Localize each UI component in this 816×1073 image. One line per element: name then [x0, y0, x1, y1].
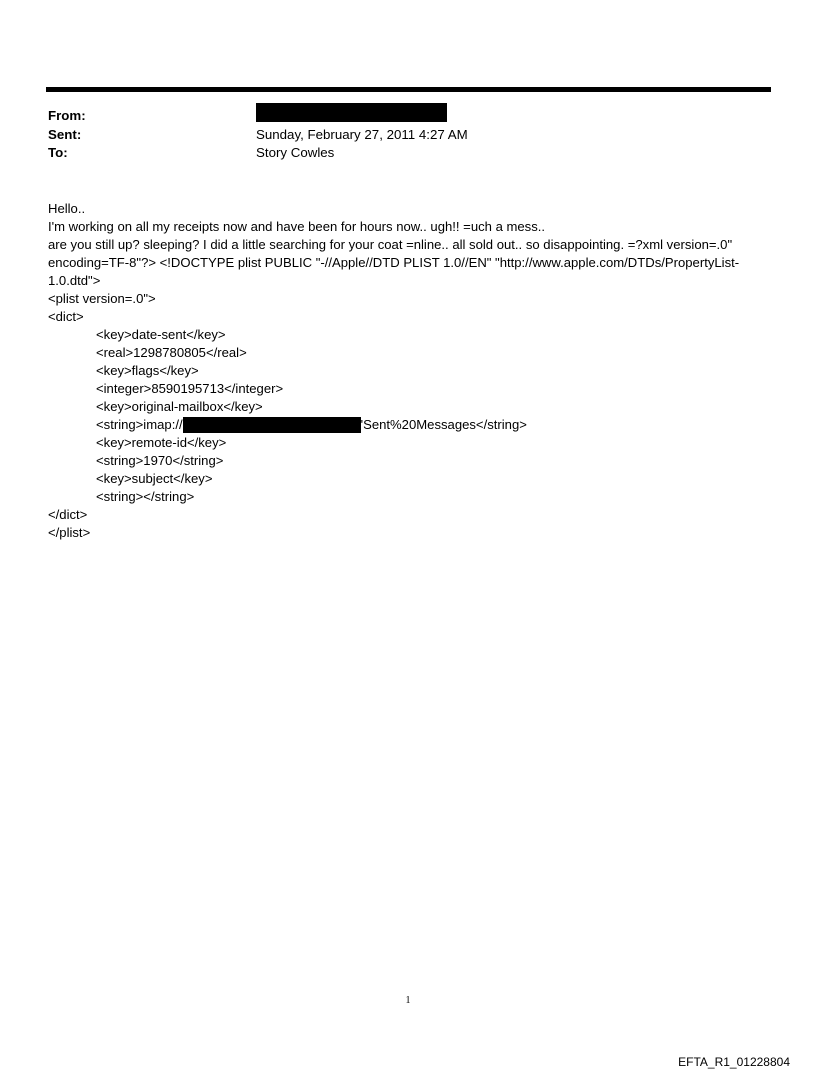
body-line: <dict> — [48, 309, 84, 324]
from-row — [48, 107, 768, 126]
from-value — [256, 107, 768, 126]
closing-line: </plist> — [48, 525, 91, 540]
from-label: From: — [48, 108, 86, 123]
mailbox-line — [48, 416, 770, 434]
email-body — [48, 200, 770, 542]
dict-line: <key>subject</key> — [96, 471, 213, 486]
body-line: <plist version=.0"> — [48, 291, 156, 306]
dict-line: <key>date-sent</key> — [96, 327, 226, 342]
to-row — [48, 144, 768, 163]
dict-line: <string></string> — [96, 489, 195, 504]
sent-row — [48, 126, 768, 145]
body-line: Hello.. — [48, 201, 86, 216]
dict-line: <string>1970</string> — [96, 453, 224, 468]
document-id: EFTA_R1_01228804 — [678, 1055, 790, 1069]
email-header — [48, 107, 768, 163]
to-value: Story Cowles — [256, 145, 335, 160]
header-rule — [46, 87, 771, 92]
dict-line: <key>remote-id</key> — [96, 435, 227, 450]
sent-label: Sent: — [48, 126, 82, 142]
mailbox-suffix: 'Sent%20Messages</string> — [360, 417, 527, 432]
to-label: To: — [48, 145, 68, 160]
dict-line: <integer>8590195713</integer> — [96, 381, 284, 396]
closing-line: </dict> — [48, 507, 88, 522]
page-number: 1 — [405, 995, 411, 1006]
dict-line: <key>original-mailbox</key> — [96, 399, 263, 414]
sent-value: Sunday, February 27, 2011 4:27 AM — [256, 126, 468, 142]
dict-line: <key>flags</key> — [96, 363, 199, 378]
body-line: are you still up? sleeping? I did a little searching for your coat =nline.. all sold out.. so disappointing. =?xml version=.0" encoding=TF-8"?> <!DOCTYPE plist PUBLIC "-//Apple//DTD PLIST 1.0//EN" "http://www.apple.com/DTDs/PropertyList-1.0.dtd"> — [48, 237, 740, 288]
mailbox-prefix: <string>imap:// — [96, 417, 183, 432]
redaction-block — [183, 417, 361, 433]
redaction-block — [256, 103, 447, 122]
dict-line: <real>1298780805</real> — [96, 345, 247, 360]
body-line: I'm working on all my receipts now and have been for hours now.. ugh!! =uch a mess.. — [48, 219, 546, 234]
